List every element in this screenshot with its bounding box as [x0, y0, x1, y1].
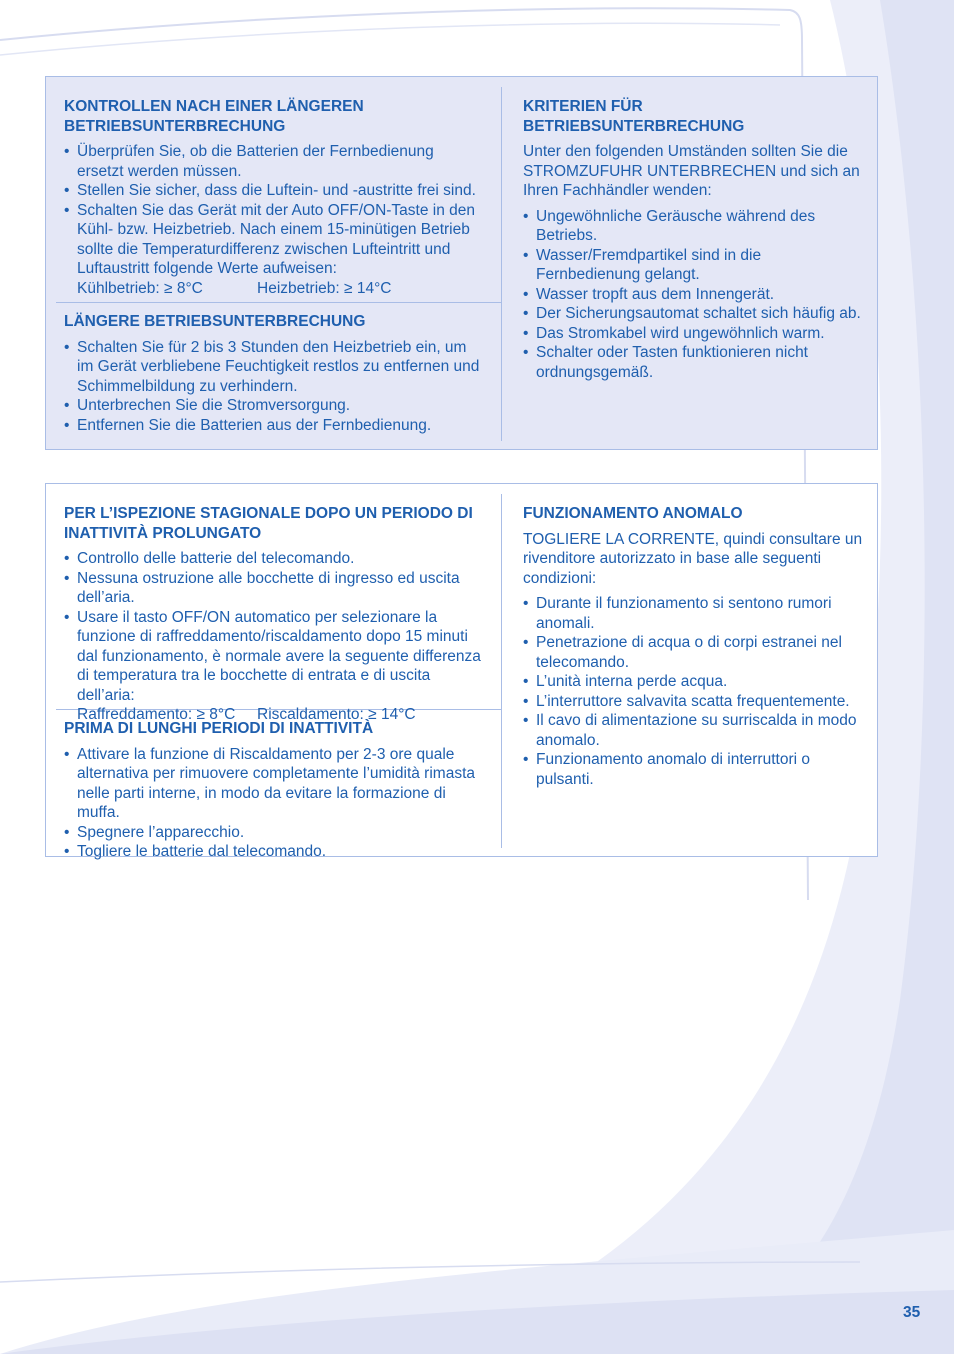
cooling-value: Raffreddamento: ≥ 8°C [77, 706, 236, 723]
section-kriterien [523, 97, 863, 382]
bullet-list [64, 338, 484, 436]
list-item [64, 608, 484, 725]
page-number: 35 [903, 1304, 921, 1321]
panel-german [45, 76, 878, 450]
list-item: • Attivare la funzione di Riscaldamento per 2-3 ore quale alternativa per rimuovere completamente l’umidità rimasta nelle parti interne, in modo da evitare la formazione di muffa. [64, 745, 484, 823]
bullet-list [523, 594, 863, 789]
list-item: • Wasser tropft aus dem Innengerät. [523, 285, 863, 305]
section-heading: PRIMA DI LUNGHI PERIODI DI INATTIVITÀ [64, 720, 374, 737]
list-item: • Unterbrechen Sie die Stromversorgung. [64, 396, 484, 416]
list-item: • Durante il funzionamento si sentono rumori anomali. [523, 594, 863, 633]
section-kontrollen [64, 97, 484, 298]
bullet-list [64, 142, 484, 298]
section-divider [56, 302, 501, 303]
list-item: • Schalter oder Tasten funktionieren nicht ordnungsgemäß. [523, 343, 863, 382]
column-divider [501, 87, 502, 441]
list-item-text: Schalten Sie das Gerät mit der Auto OFF/ON-Taste in den Kühl- bzw. Heizbetrieb. Nach einem 15-minütigen Betrieb sollte die Temperaturdifferenz zwischen Lufteintritt und Luftaustritt folgende Werte aufweisen: [77, 201, 476, 277]
section-heading: KRITERIEN FÜR BETRIEBSUNTERBRECHUNG [523, 98, 745, 135]
section-heading: LÄNGERE BETRIEBSUNTERBRECHUNG [64, 313, 366, 330]
list-item: • Entfernen Sie die Batterien aus der Fernbedienung. [64, 416, 484, 436]
list-item: • Funzionamento anomalo di interruttori o pulsanti. [523, 750, 863, 789]
cooling-value: Kühlbetrieb: ≥ 8°C [77, 279, 203, 297]
list-item: • Penetrazione di acqua o di corpi estranei nel telecomando. [523, 633, 863, 672]
list-item: • Il cavo di alimentazione su surriscalda in modo anomalo. [523, 711, 863, 750]
section-heading: KONTROLLEN NACH EINER LÄNGEREN BETRIEBSUNTERBRECHUNG [64, 98, 364, 135]
section-inattivita [64, 719, 484, 862]
list-item: • L’unità interna perde acqua. [523, 672, 863, 692]
list-item: • Das Stromkabel wird ungewöhnlich warm. [523, 324, 863, 344]
bullet-list [523, 207, 863, 383]
list-item: • Togliere le batterie dal telecomando. [64, 842, 484, 862]
bullet-list [64, 549, 484, 725]
list-item: • Ungewöhnliche Geräusche während des Betriebs. [523, 207, 863, 246]
section-intro: Unter den folgenden Umständen sollten Sie die STROMZUFUHR UNTERBRECHEN und sich an Ihren Fachhändler wenden: [523, 143, 860, 199]
list-item-text: Usare il tasto OFF/ON automatico per selezionare la funzione di raffreddamento/riscaldamento dopo 15 minuti dal funzionamento, è normale avere la seguente differenza di temperatura tra le bocchette di entrata e di uscita dell’aria: [77, 608, 481, 704]
panel-italian [45, 483, 878, 860]
heating-value: Riscaldamento: ≥ 14°C [257, 706, 416, 723]
list-item: • Stellen Sie sicher, dass die Luftein- und -austritte frei sind. [64, 181, 484, 201]
list-item: • Wasser/Fremdpartikel sind in die Fernbedienung gelangt. [523, 246, 863, 285]
temperature-values [77, 279, 484, 299]
section-heading: FUNZIONAMENTO ANOMALO [523, 505, 743, 522]
list-item: • Spegnere l’apparecchio. [64, 823, 484, 843]
list-item: • Nessuna ostruzione alle bocchette di ingresso ed uscita dell’aria. [64, 569, 484, 608]
column-divider [501, 494, 502, 848]
list-item: • Überprüfen Sie, ob die Batterien der Fernbedienung ersetzt werden müssen. [64, 142, 484, 181]
section-ispezione [64, 504, 484, 725]
section-intro: TOGLIERE LA CORRENTE, quindi consultare un rivenditore autorizzato in base alle seguenti condizioni: [523, 530, 863, 587]
list-item: • Schalten Sie für 2 bis 3 Stunden den Heizbetrieb ein, um im Gerät verbliebene Feuchtigkeit restlos zu entfernen und Schimmelbildung zu verhindern. [64, 338, 484, 397]
section-heading: PER L’ISPEZIONE STAGIONALE DOPO UN PERIODO DI INATTIVITÀ PROLUNGATO [64, 505, 473, 542]
list-item: • Der Sicherungsautomat schaltet sich häufig ab. [523, 304, 863, 324]
heating-value: Heizbetrieb: ≥ 14°C [257, 279, 392, 297]
bullet-list [64, 745, 484, 862]
section-anomalo [523, 504, 863, 789]
list-item: • Controllo delle batterie del telecomando. [64, 549, 484, 569]
list-item [64, 201, 484, 299]
section-laengere [64, 312, 484, 435]
list-item: • L’interruttore salvavita scatta frequentemente. [523, 692, 863, 712]
